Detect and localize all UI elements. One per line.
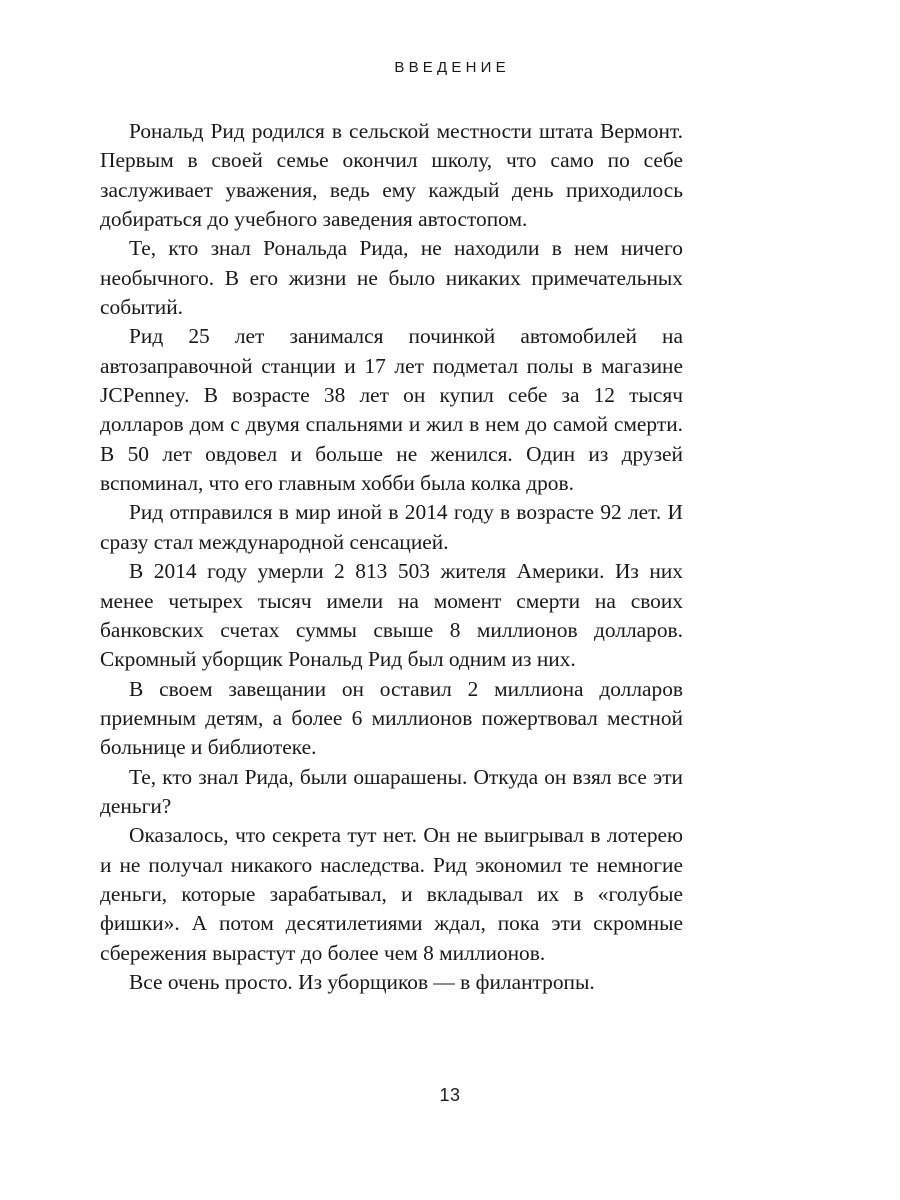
paragraph: В 2014 году умерли 2 813 503 жителя Америки. Из них менее четырех тысяч имели на момент смерти на своих банковских счетах суммы свыше 8 миллионов долларов. Скромный уборщик Рональд Рид был одним из них. [100,559,683,672]
paragraph: Рональд Рид родился в сельской местности штата Вермонт. Первым в своей семье окончил школу, что само по себе заслуживает уважения, ведь ему каждый день приходилось добираться до учебного заведения автостопом. [100,119,683,232]
paragraph: Все очень просто. Из уборщиков — в филантропы. [129,969,595,994]
paragraph: Рид 25 лет занимался починкой автомобилей на автозаправочной станции и 17 лет подметал полы в магазине JCPenney. В возрасте 38 лет он купил себе за 12 тысяч долларов дом с двумя спальнями и жил в нем до самой смерти. В 50 лет овдовел и больше не женился. Один из друзей вспоминал, что его главным хобби была колка дров. [100,324,683,496]
body-text-block [100,117,683,997]
running-head: ВВЕДЕНИЕ [394,59,510,76]
paragraph: Оказалось, что секрета тут нет. Он не выигрывал в лотерею и не получал никакого наследства. Рид экономил те немногие деньги, которые зарабатывал, и вкладывал их в «голубые фишки». А потом десятилетиями ждал, пока эти скромные сбережения вырастут до более чем 8 миллионов. [100,823,683,965]
paragraph: Те, кто знал Рональда Рида, не находили в нем ничего необычного. В его жизни не было никаких примечательных событий. [100,236,683,320]
page-number: 13 [439,1085,461,1105]
paragraph: В своем завещании он оставил 2 миллиона долларов приемным детям, а более 6 миллионов пожертвовал местной больнице и библиотеке. [100,676,683,760]
paragraph: Те, кто знал Рида, были ошарашены. Откуда он взял все эти деньги? [100,764,683,818]
paragraph: Рид отправился в мир иной в 2014 году в возрасте 92 лет. И сразу стал международной сенсацией. [100,500,683,554]
